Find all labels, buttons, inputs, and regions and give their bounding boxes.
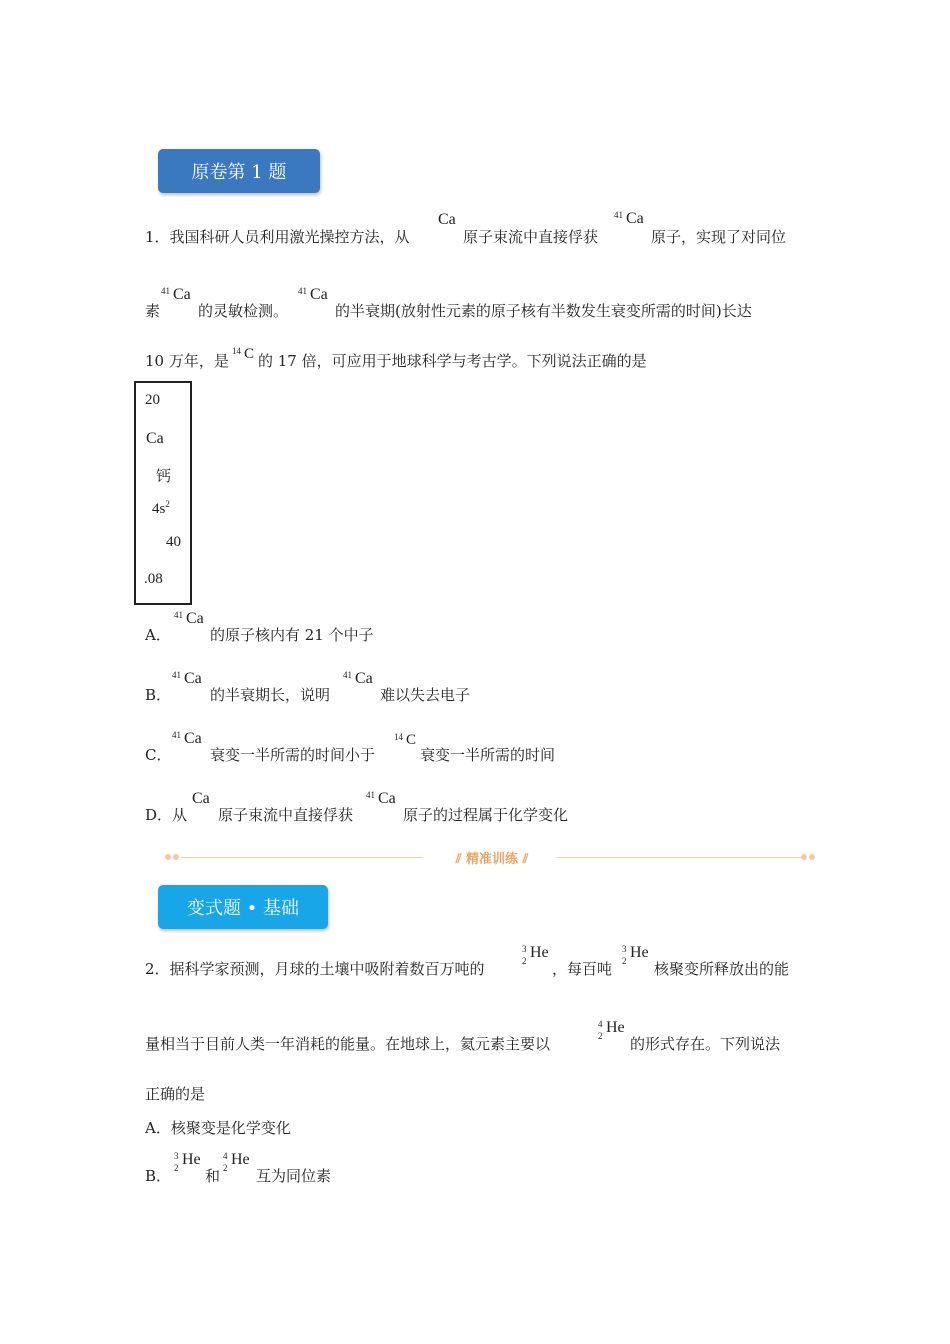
section-divider bbox=[165, 848, 817, 868]
periodic-table-cell-calcium bbox=[134, 381, 192, 605]
divider-dot bbox=[801, 854, 807, 860]
isotope-3he: 3 2 He bbox=[622, 944, 649, 966]
section-badge-variant: 变式题 • 基础 bbox=[158, 885, 328, 929]
slash-icon: ⫽ bbox=[455, 852, 466, 867]
isotope-4he: 4 2 He bbox=[598, 1019, 625, 1041]
option-d-text: 原子的过程属于化学变化 bbox=[403, 806, 569, 824]
q2-text: 2．据科学家预测，月球的土壤中吸附着数百万吨的 bbox=[145, 960, 485, 978]
isotope-41ca: 41 Ca bbox=[172, 670, 202, 687]
isotope-3he: 3 2 He bbox=[174, 1151, 201, 1173]
isotope-ca: Ca bbox=[192, 790, 210, 807]
q1-text: 原子束流中直接俘获 bbox=[463, 228, 599, 246]
divider-dot bbox=[809, 854, 815, 860]
q1-text: 素 bbox=[145, 302, 161, 320]
q1-text: 的半衰期(放射性元素的原子核有半数发生衰变所需的时间)长达 bbox=[335, 302, 752, 320]
q1-text: 1．我国科研人员利用激光操控方法，从 bbox=[145, 228, 410, 246]
isotope-4he: 4 2 He bbox=[223, 1151, 250, 1173]
divider-dot bbox=[173, 854, 179, 860]
option-d-text: 原子束流中直接俘获 bbox=[218, 806, 354, 824]
isotope-41ca: 41 Ca bbox=[343, 670, 373, 687]
slash-icon: ⫽ bbox=[518, 852, 529, 867]
q2-text: ，每百吨 bbox=[552, 960, 613, 978]
element-name: 钙 bbox=[156, 467, 172, 485]
divider-line bbox=[181, 857, 423, 858]
isotope-41ca: 41 Ca bbox=[366, 790, 396, 807]
q2-text: 量相当于目前人类一年消耗的能量。在地球上，氦元素主要以 bbox=[145, 1035, 551, 1053]
option-c-text: 衰变一半所需的时间 bbox=[420, 746, 556, 764]
divider-label: ⫽ 精准训练 ⫽ bbox=[455, 852, 529, 867]
option-b-label: B． bbox=[145, 686, 172, 704]
q1-text: 10 万年，是 bbox=[145, 352, 229, 370]
q2-option-b-text: 互为同位素 bbox=[256, 1167, 332, 1185]
atomic-mass-part2: .08 bbox=[144, 571, 163, 587]
electron-config: $4s^2$ bbox=[152, 499, 170, 517]
q2-option-b-label: B． bbox=[145, 1167, 172, 1185]
q2-option-b-text: 和 bbox=[205, 1167, 221, 1185]
q1-text: 的 17 倍，可应用于地球科学与考古学。下列说法正确的是 bbox=[258, 352, 647, 370]
isotope-3he: 3 2 He bbox=[522, 944, 549, 966]
isotope-ca: Ca bbox=[438, 211, 456, 228]
q2-text: 核聚变所释放出的能 bbox=[654, 960, 790, 978]
option-a-label: A． bbox=[145, 626, 171, 644]
element-symbol: Ca bbox=[146, 430, 164, 447]
option-b-text: 难以失去电子 bbox=[380, 686, 471, 704]
option-c-text: 衰变一半所需的时间小于 bbox=[210, 746, 376, 764]
option-d-label: D．从 bbox=[145, 806, 188, 824]
isotope-41ca: 41 Ca bbox=[298, 286, 328, 303]
option-b-text: 的半衰期长，说明 bbox=[210, 686, 331, 704]
isotope-41ca: 41 Ca bbox=[174, 610, 204, 627]
divider-dot bbox=[165, 854, 171, 860]
isotope-41ca: 41 Ca bbox=[161, 286, 191, 303]
isotope-41ca: 41 Ca bbox=[614, 210, 644, 227]
option-a-text: 的原子核内有 21 个中子 bbox=[210, 626, 374, 644]
atomic-number: 20 bbox=[145, 392, 160, 408]
isotope-14c: 14 C bbox=[232, 346, 255, 362]
isotope-41ca: 41 Ca bbox=[172, 730, 202, 747]
isotope-14c: 14 C bbox=[394, 732, 417, 748]
q2-option-a: A．核聚变是化学变化 bbox=[145, 1119, 291, 1137]
q2-text: 的形式存在。下列说法 bbox=[630, 1035, 781, 1053]
option-c-label: C． bbox=[145, 746, 172, 764]
section-badge-original: 原卷第 1 题 bbox=[158, 149, 320, 193]
q2-text: 正确的是 bbox=[145, 1085, 206, 1103]
q1-text: 的灵敏检测。 bbox=[198, 302, 289, 320]
divider-line bbox=[557, 857, 801, 858]
q1-text: 原子，实现了对同位 bbox=[651, 228, 787, 246]
atomic-mass-part1: 40 bbox=[166, 534, 181, 550]
